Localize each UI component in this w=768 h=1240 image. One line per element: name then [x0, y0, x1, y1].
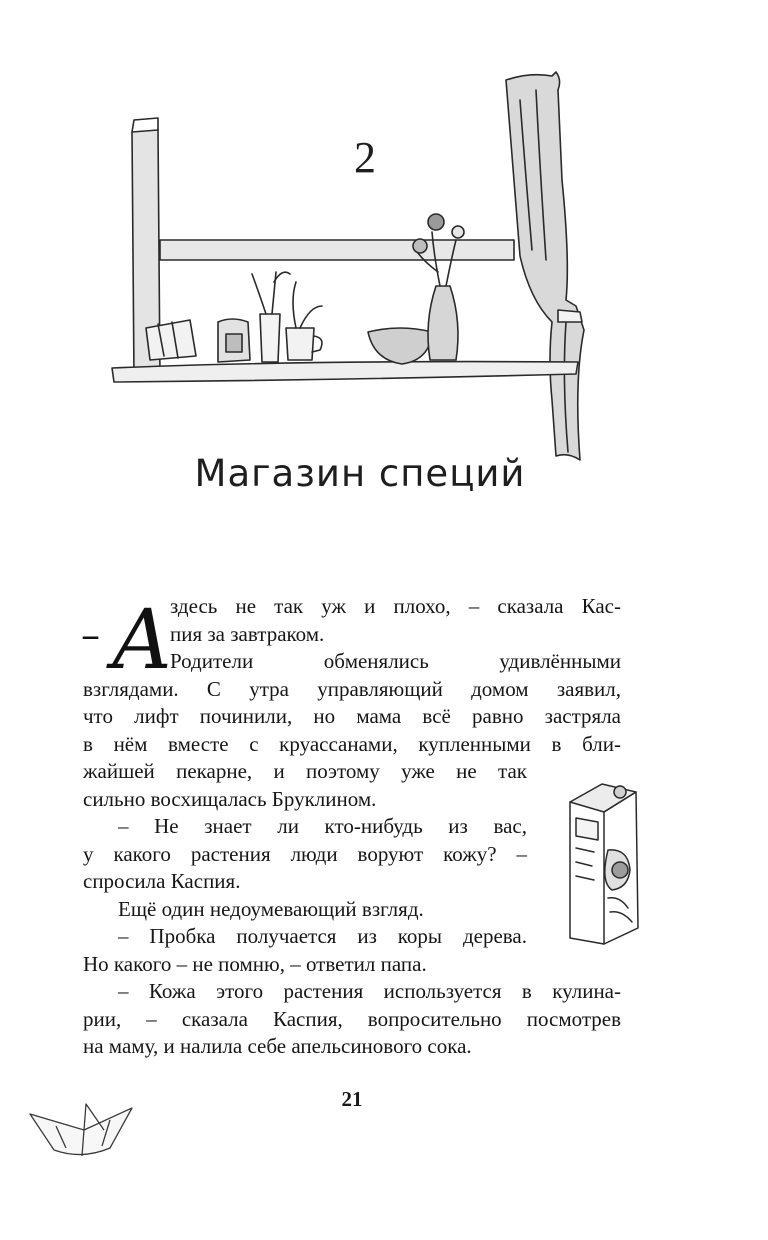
- chapter-number: 2: [354, 133, 376, 182]
- body-text: [83, 593, 621, 1061]
- text-line: жайшей пекарне, и поэтому уже не так: [83, 759, 527, 783]
- text-line: – Пробка получается из коры дерева.: [118, 924, 527, 948]
- page-number: 21: [341, 1087, 363, 1111]
- text-line: что лифт починили, но мама всё равно застряла: [83, 704, 621, 728]
- text-line: Родители обменялись удивлёнными: [170, 649, 621, 673]
- text-line: – Не знает ли кто-нибудь из вас,: [118, 814, 527, 838]
- text-line: пия за завтраком.: [170, 621, 325, 646]
- text-line: сильно восхищалась Бруклином.: [83, 786, 377, 811]
- text-line: в нём вместе с круассанами, купленными в бли-: [83, 731, 621, 756]
- text-line: спросила Каспия.: [83, 869, 241, 893]
- text-line: здесь не так уж и плохо, – сказала Кас-: [170, 594, 621, 618]
- text-line: взглядами. С утра управляющий домом заявил,: [83, 676, 621, 701]
- text-line: Ещё один недоумевающий взгляд.: [118, 896, 424, 921]
- paper-boat-illustration: [26, 1100, 138, 1162]
- chapter-title: Магазин специй: [194, 452, 526, 495]
- juice-carton-illustration: [562, 778, 644, 946]
- text-line: на маму, и налила себе апельсинового сока.: [83, 1034, 472, 1058]
- window-shelf-illustration: [100, 60, 610, 470]
- text-line: рии, – сказала Каспия, вопросительно посмотрев: [83, 1006, 621, 1031]
- text-line: – Кожа этого растения используется в кулина-: [118, 979, 621, 1003]
- drop-cap-dash: –: [81, 613, 100, 657]
- drop-cap-letter: А: [111, 593, 174, 688]
- text-line: у какого растения люди воруют кожу? –: [83, 841, 527, 866]
- text-line: Но какого – не помню, – ответил папа.: [83, 951, 427, 976]
